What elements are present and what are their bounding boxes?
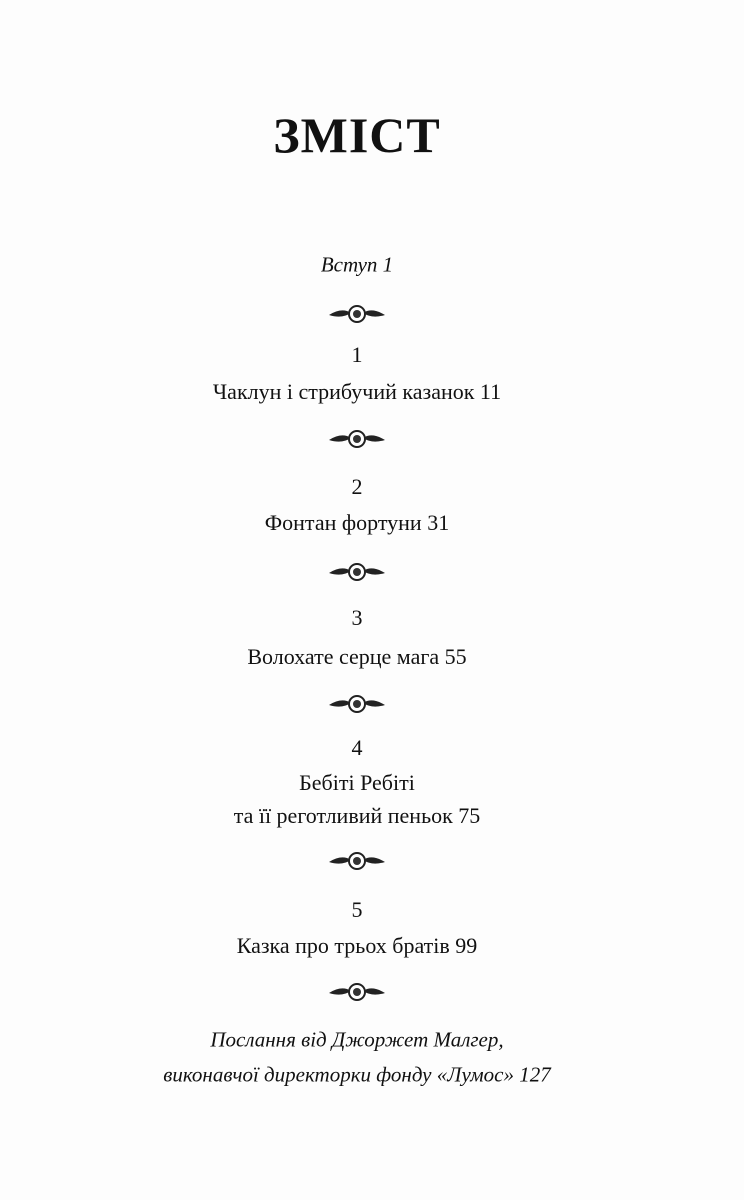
chapter-number: 3 [351, 605, 363, 630]
chapter-title: та її реготливий пеньок 75 [233, 803, 481, 828]
ornament-icon [327, 981, 387, 1005]
chapter-number: 2 [351, 474, 363, 499]
intro-entry: Вступ 1 [320, 252, 394, 277]
afterword-entry: Послання від Джоржет Малгер, [210, 1027, 504, 1052]
ornament-icon [327, 428, 387, 452]
afterword-entry: виконавчої директорки фонду «Лумос» 127 [163, 1062, 551, 1087]
ornament-icon [327, 303, 387, 327]
chapter-title: Казка про трьох братів 99 [236, 933, 478, 958]
chapter-title: Бебіті Ребіті [299, 770, 415, 795]
chapter-number: 5 [351, 897, 363, 922]
ornament-icon [327, 693, 387, 717]
ornament-icon [327, 561, 387, 585]
page-title: ЗМІСТ [273, 107, 441, 163]
chapter-title: Чаклун і стрибучий казанок 11 [212, 379, 502, 404]
chapter-number: 1 [351, 342, 363, 367]
chapter-title: Волохате серце мага 55 [247, 644, 467, 669]
chapter-number: 4 [351, 735, 363, 760]
ornament-icon [327, 850, 387, 874]
chapter-title: Фонтан фортуни 31 [264, 510, 450, 535]
